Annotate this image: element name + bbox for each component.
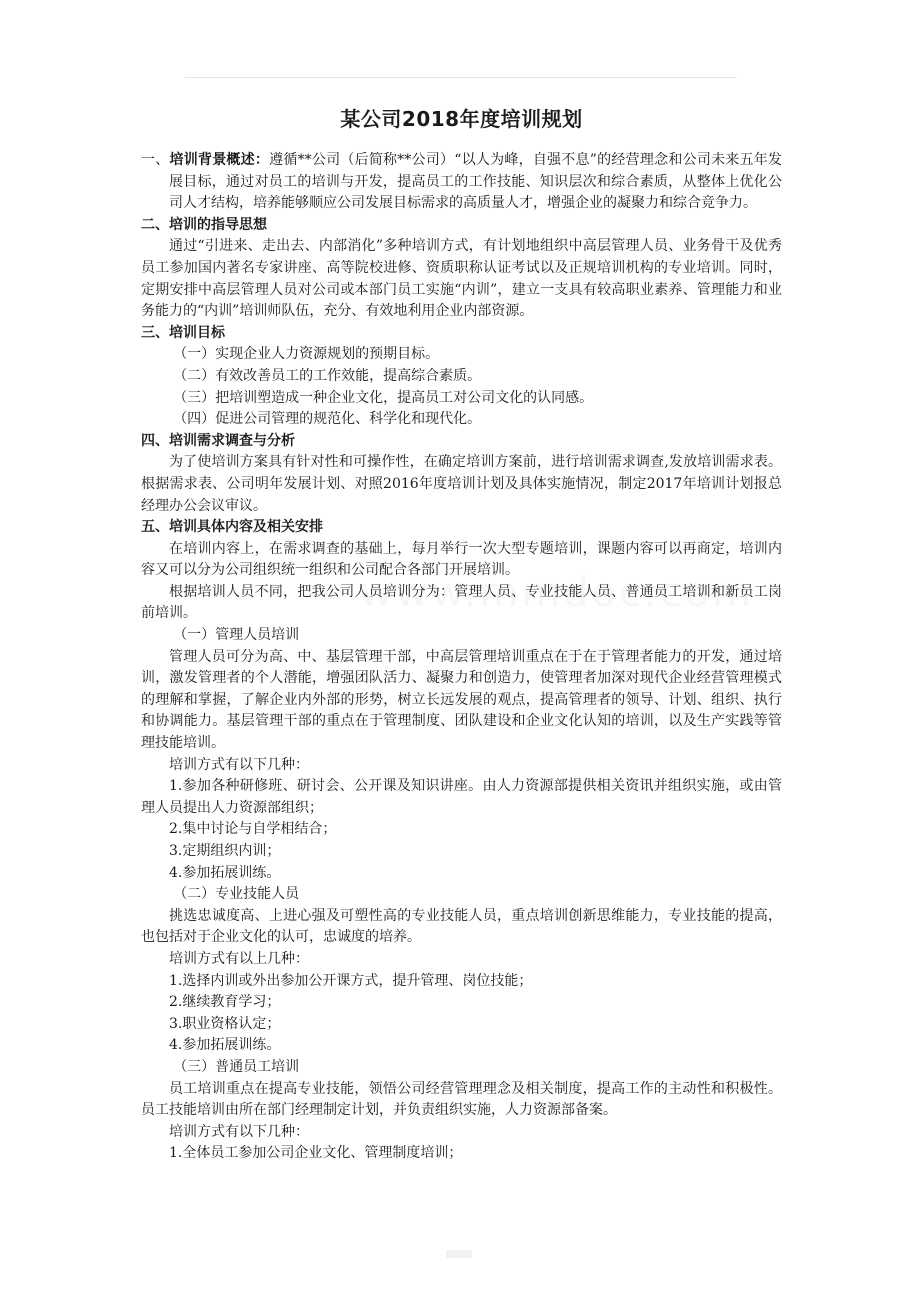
section-2-paragraph: 通过“引进来、走出去、内部消化”多种培训方式，有计划地组织中高层管理人员、业务骨干及优秀员工参加国内著名专家讲座、高等院校进修、资质职称认证考试以及正规培训机构的专业培训。同时，定期安排中高层管理人员对公司或本部门员工实施“内训”，建立一支具有较高职业素养、管理能力和业务能力的“内训”培训师队伍，充分、有效地利用企业内部资源。 [141,238,782,320]
general-staff-paragraph: 员工培训重点在提高专业技能，领悟公司经营管理理念及相关制度，提高工作的主动性和积极性。员工技能培训由所在部门经理制定计划，并负责组织实施，人力资源部备案。 [141,1080,782,1119]
section-1-heading: 培训背景概述： [169,152,270,168]
management-methods-intro: 培训方式有以下几种： [169,756,309,773]
method-item: 3.职业资格认定； [169,1015,281,1032]
method-item: 4.参加拓展训练。 [169,864,281,881]
method-item: 2.集中讨论与自学相结合； [169,821,337,838]
section-1-number: 一、 [141,152,170,168]
method-item: 2.继续教育学习； [169,994,281,1011]
section-4-paragraph: 为了使培训方案具有针对性和可操作性，在确定培训方案前，进行培训需求调查,发放培训需求表。根据需求表、公司明年发展计划、对照2016年度培训计划及具体实施情况，制定2017年培训计划报总经理办公会议审议。 [141,454,782,514]
goal-item: （二）有效改善员工的工作效能，提高综合素质。 [173,367,482,384]
management-training-heading: （一）管理人员培训 [173,627,300,644]
section-5-heading: 五、培训具体内容及相关安排 [141,519,323,536]
general-staff-heading: （三）普通员工培训 [173,1058,300,1075]
section-1-text: 遵循**公司（后简称**公司）“以人为峰，自强不息”的经营理念和公司未来五年发展目标，通过对员工的培训与开发，提高员工的工作技能、知识层次和综合素质，从整体上优化公司人才结构，培养能够顺应公司发展目标需求的高质量人才，增强企业的凝聚力和综合竞争力。 [169,152,783,212]
method-item: 1.选择内训或外出参加公开课方式，提升管理、岗位技能； [169,972,533,989]
method-item: 3.定期组织内训； [169,843,281,859]
method-item: 4.参加拓展训练。 [169,1037,281,1054]
header-rule [185,77,737,78]
goal-item: （四）促进公司管理的规范化、科学化和现代化。 [173,411,482,428]
page-footer-mark [446,1250,472,1258]
section-4-heading: 四、培训需求调查与分析 [141,432,295,449]
goal-item: （三）把培训塑造成一种企业文化，提高员工对公司文化的认同感。 [173,389,594,406]
section-5-paragraph: 在培训内容上，在需求调查的基础上，每月举行一次大型专题培训，课题内容可以再商定，培训内容又可以分为公司组织统一组织和公司配合各部门开展培训。 [141,540,782,579]
document-title: 某公司2018年度培训规划 [340,107,583,131]
section-5-paragraph: 根据培训人员不同，把我公司人员培训分为：管理人员、专业技能人员、普通员工培训和新员工岗前培训。 [141,583,782,622]
section-1-paragraph [141,150,782,215]
section-3-heading: 三、培训目标 [141,324,225,341]
method-item: 1.全体员工参加公司企业文化、管理制度培训； [169,1145,463,1162]
general-methods-intro: 培训方式有以下几种： [169,1123,309,1140]
method-item: 1.参加各种研修班、研讨会、公开课及知识讲座。由人力资源部提供相关资讯并组织实施，或由管理人员提出人力资源部组织； [141,778,782,816]
technical-methods-intro: 培训方式有以上几种： [169,950,309,967]
technical-staff-paragraph: 挑选忠诚度高、上进心强及可塑性高的专业技能人员，重点培训创新思维能力，专业技能的提高，也包括对于企业文化的认可，忠诚度的培养。 [141,907,782,946]
technical-staff-heading: （二）专业技能人员 [173,886,300,903]
document-body [141,100,782,1165]
section-2-heading: 二、培训的指导思想 [141,216,267,233]
management-training-paragraph: 管理人员可分为高、中、基层管理干部，中高层管理培训重点在于在于管理者能力的开发，通过培训，激发管理者的个人潜能，增强团队活力、凝聚力和创造力，使管理者加深对现代企业经营管理模式的理解和掌握，了解企业内外部的形势，树立长远发展的观点，提高管理者的领导、计划、组织、执行和协调能力。基层管理干部的重点在于管理制度、团队建设和企业文化认知的培训，以及生产实践等管理技能培训。 [141,648,782,752]
goal-item: （一）实现企业人力资源规划的预期目标。 [173,346,440,363]
